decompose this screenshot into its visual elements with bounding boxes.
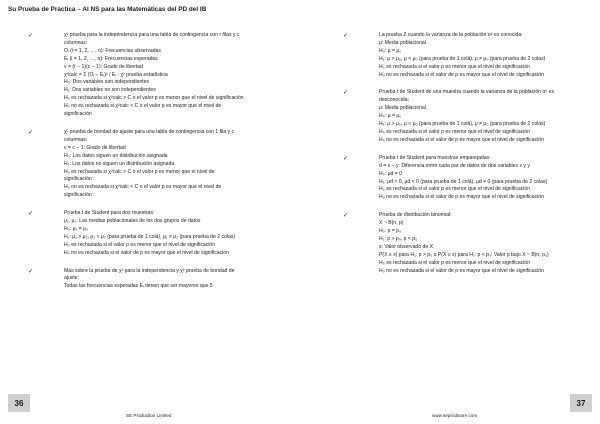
text-line: H₁: μ₁ > μ₂, μ₁ < μ₂ (para prueba de 1 colá), μ₁ ≠ μ₂ (para prueba de 2 colas) [64, 233, 236, 240]
text-line: H₁: μ > μ₀, μ < μ₀ (para prueba de 1 colá), μ ≠ μ₀ (para prueba de 2 colas) [379, 55, 546, 62]
text-line: H₁: Dos variables no son independientes [64, 87, 156, 94]
text-line: H₀ no es rechazada si el valor de p es mayor que el nivel de significación [379, 71, 544, 78]
list-item [343, 212, 593, 275]
page-number-right: 37 [570, 394, 592, 412]
text-line: H₀ es rechazada si el valor p es menor que el nivel de significación [379, 63, 531, 70]
check-icon: ✓ [343, 32, 349, 39]
check-icon: ✓ [343, 89, 349, 97]
list-item [28, 268, 298, 292]
text-line: H₀: μ = μ₀ [379, 113, 402, 120]
text-line: H₀: μ₁ = μ₂ [64, 225, 88, 232]
text-line: H₀: μ = μ₀ [379, 47, 402, 54]
check-icon: ✓ [28, 267, 34, 275]
text-line: columnas: [64, 136, 88, 143]
check-icon: ✓ [28, 128, 34, 136]
text-line: χ² prueba de bondad de ajuste para una tabla de contingencia con 1 fila y c [64, 128, 235, 135]
list-item [343, 32, 593, 79]
text-line: H₀ no es rechazada si el valor de p es mayor que el nivel de significación [64, 249, 229, 256]
check-icon: ✓ [343, 212, 349, 220]
list-item [343, 89, 593, 144]
text-line: d = x − y: Diferencia entre cada par de datos de dos variables x y y [379, 162, 530, 169]
text-line: columnas: [64, 39, 88, 46]
text-line: H₁: μ > μ₀, μ < μ₀ (para prueba de 1 colá), μ ≠ μ₀ (para prueba de 2 colas) [379, 121, 546, 128]
text-line: H₁: Los datos no siguen un distribución asignada [64, 160, 175, 167]
text-line: μ₁, μ₂: Las medias poblacionales de los dos grupos de datos [64, 218, 201, 225]
text-line: χ² prueba para la independencia para una tabla de contingencia con r filas y c [64, 32, 240, 38]
text-line: significación [64, 111, 92, 118]
text-line: χ²calc = Σ (Oᵢ − Eᵢ)² / Eᵢ : χ² prueba estadística [64, 71, 168, 78]
text-line: H₀ no es rechazada si χ²calc < C o el valor p es mayor que el nivel de [64, 184, 222, 191]
list-item [28, 210, 298, 257]
text-line: desconocida: [379, 97, 410, 104]
text-line: H₀ es rechazada si χ²calc > C o el valor p es menor que el nivel de significación [64, 95, 244, 102]
text-line: H₀: Dos variables son independientes [64, 79, 150, 86]
text-line: H₀ no es rechazada si el valor de p es mayor que el nivel de significación [379, 194, 544, 201]
list-item [28, 129, 298, 200]
text-line: H₀: p = p₀ [379, 228, 402, 235]
text-line: ajuste: [64, 275, 80, 282]
text-line: H₀: Los datos siguen un distribución asignada [64, 152, 168, 159]
text-line: Prueba t de Student para dos muestras: [64, 210, 155, 217]
text-line: x: Valor observado de X [379, 243, 433, 250]
text-line: H₀ no es rechazada si el valor de p es mayor que el nivel de significación [379, 136, 544, 143]
left-column [28, 32, 298, 301]
text-line: H₁: p > p₀, p < p₀ [379, 235, 418, 242]
text-line: significación [64, 192, 92, 199]
text-line: Oᵢ (i = 1, 2, …, n): Frecuencias observadas [64, 47, 161, 54]
text-line: μ: Media poblacional [379, 105, 426, 112]
text-line: Prueba t de Student para muestras emparejadas: [379, 154, 491, 161]
text-line: H₀ no es rechazada si χ²calc < C o el valor p es mayor que el nivel de [64, 103, 222, 110]
text-line: H₀ es rechazada si el valor p es menor que el nivel de significación [379, 128, 531, 135]
text-line: Todas las frecuencias esperadas Eᵢ tienen que ser mayores que 5 [64, 283, 213, 290]
list-item [28, 32, 298, 119]
text-line: La prueba Z cuando la varianza de la población σ² es conocida: [379, 32, 523, 38]
text-line: P(X ≥ x) para H₁: p > p₀ o P(X ≤ x) para H₁: p < p₀: Valor p bajo X ~ B(n, p₀) [379, 251, 549, 258]
text-line: Eᵢ (i = 1, 2, …, n): Frecuencias esperadas [64, 55, 158, 62]
page-title: Su Prueba de Práctica – AI NS para las Matemáticas del PD del IB [8, 6, 207, 13]
text-line: v = c − 1: Grado de libertad [64, 144, 126, 151]
check-icon: ✓ [343, 154, 349, 162]
text-line: X ~ B(n, p) [379, 220, 404, 227]
list-item [343, 155, 593, 202]
text-line: H₁: μd > 0, μd < 0 (para prueba de 1 colá), μd ≠ 0 (para prueba de 2 colas) [379, 178, 548, 185]
right-column [343, 32, 593, 285]
check-icon: ✓ [28, 210, 34, 218]
text-line: v = (r − 1)(c − 1): Grado de libertad [64, 63, 143, 70]
text-line: H₀ es rechazada si el valor p es menor que el nivel de significación [64, 241, 216, 248]
text-line: Prueba de distribución binomial: [379, 212, 452, 219]
text-line: H₀ es rechazada si el valor p es menor que el nivel de significación [379, 259, 531, 266]
publisher-text: SE Production Limited [126, 413, 172, 418]
text-line: Más sobre la prueba de χ² para la independencia y χ² prueba de bondad de [64, 267, 235, 274]
text-line: H₀ es rechazada si χ²calc > C o el valor p es menor que el nivel de [64, 168, 215, 175]
check-icon: ✓ [28, 32, 34, 39]
text-line: H₀ no es rechazada si el valor de p es mayor que el nivel de significación [379, 267, 544, 274]
page-number-left: 36 [8, 394, 30, 412]
text-line: significación [64, 176, 92, 183]
text-line: H₀ es rechazada si el valor p es menor que el nivel de significación [379, 186, 531, 193]
website-text: www.seprodstore.com [432, 413, 478, 418]
text-line: μ: Media poblacional [379, 39, 426, 46]
text-line: Prueba t de Student de una muestra cuando la varianza de la población σ² es [379, 89, 555, 96]
text-line: H₀: μd = 0 [379, 170, 403, 177]
